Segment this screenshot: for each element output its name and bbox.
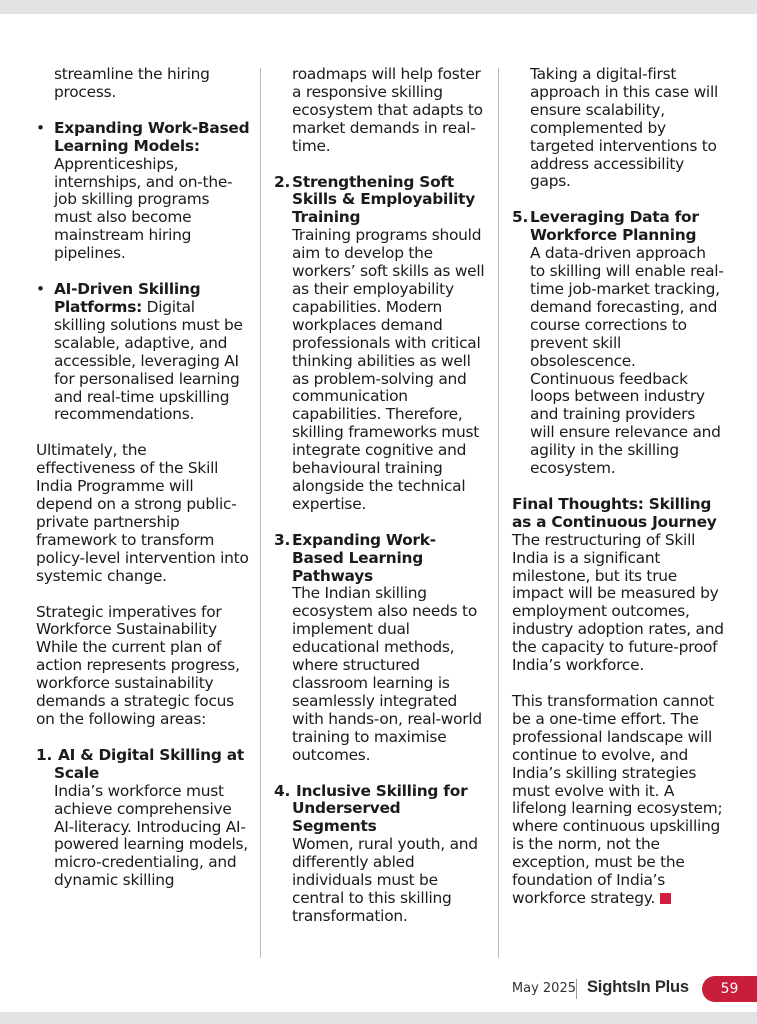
publication-name: SightsIn Plus	[587, 978, 689, 996]
bullet-item	[36, 120, 250, 263]
paragraph-strategic: Strategic imperatives for Workforce Sustainability While the current plan of action represents progress, workforce sustainability demands a strategic focus on the following areas:	[36, 602, 240, 728]
item-number: 5.	[512, 208, 529, 227]
bullet-heading: AI-Driven Skilling Platforms:	[54, 280, 201, 316]
item-text: The Indian skilling ecosystem also needs to implement dual educational methods, where structured classroom learning is seamlessly integrated with hands-on, real-world training to maximise outcomes.	[292, 584, 482, 764]
item-text: Women, rural youth, and differently abled individuals must be central to this skilling transformation.	[292, 835, 478, 925]
item-heading: Inclusive Skilling for Underserved Segments	[292, 781, 468, 836]
item-text: India’s workforce must achieve comprehensive AI-literacy. Introducing AI-powered learning models, micro-credentialing, and dynamic skilling	[54, 781, 248, 890]
item-number: 1.	[36, 745, 53, 764]
column-divider-2	[498, 68, 499, 958]
top-bar	[0, 0, 757, 14]
item-number: 2.	[274, 172, 291, 191]
paragraph-ultimately: Ultimately, the effectiveness of the Skill India Programme will depend on a strong public-private partnership framework to transform policy-level intervention into systemic change.	[36, 441, 249, 585]
item-heading: Strengthening Soft Skills & Employability Training	[292, 172, 476, 227]
bullet-marker: •	[36, 280, 45, 299]
item-heading: AI & Digital Skilling at Scale	[54, 745, 244, 782]
column-2	[274, 66, 486, 926]
page-number: 59	[702, 976, 757, 1002]
final-paragraph: The restructuring of Skill India is a significant milestone, but its true impact will be measured by employment outcomes, industry adoption rates, and the capacity to future-proof India’s workforce.	[512, 530, 724, 675]
item-heading: Leveraging Data for Workforce Planning	[530, 208, 699, 245]
end-mark-icon	[660, 893, 671, 904]
column-divider-1	[260, 68, 261, 958]
closing-paragraph: This transformation cannot be a one-time effort. The professional landscape will continue to evolve, and India’s skilling strategies must evolve with it. A lifelong learning ecosystem; where continuous upskilling is the norm, not the exception, must be the foundation of India’s workforce strategy.	[512, 692, 723, 907]
bottom-bar	[0, 1012, 757, 1024]
section-heading: Final Thoughts: Skilling as a Continuous Journey	[512, 494, 717, 531]
continued-paragraph: streamline the hiring process.	[54, 65, 210, 101]
column-3	[512, 66, 724, 908]
continued-paragraph: Taking a digital-first approach in this case will ensure scalability, complemented by targeted interventions to address accessibility gaps.	[530, 65, 719, 191]
issue-date: May 2025	[511, 981, 576, 996]
numbered-item	[36, 747, 250, 890]
bullet-heading: Expanding Work-Based Learning Models:	[54, 118, 250, 155]
footer-divider	[576, 979, 577, 999]
numbered-item	[512, 209, 724, 478]
item-text: Training programs should aim to develop the workers’ soft skills as well as their employability capabilities. Modern workplaces demand professionals with critical thinking abilities as well as problem-solving and communication capabilities. Therefore, skilling frameworks must integrate cognitive and behavioural training alongside the technical expertise.	[292, 226, 485, 513]
item-number: 3.	[274, 530, 291, 549]
bullet-text: Apprenticeships, internships, and on-the-job skilling programs must also become mainstream hiring pipelines.	[54, 154, 233, 263]
continued-paragraph: roadmaps will help foster a responsive skilling ecosystem that adapts to market demands in real-time.	[292, 65, 483, 155]
column-1	[36, 66, 250, 890]
item-heading: Expanding Work-Based Learning Pathways	[292, 530, 436, 585]
numbered-item	[274, 174, 486, 514]
item-number: 4.	[274, 781, 291, 800]
item-text: A data-driven approach to skilling will enable real-time job-market tracking, demand forecasting, and course corrections to prevent skill obsolescence. Continuous feedback loops between industry and training providers will ensure relevance and agility in the skilling ecosystem.	[530, 244, 724, 478]
page-footer	[430, 976, 757, 1002]
bullet-item	[36, 281, 250, 424]
bullet-text: Digital skilling solutions must be scalable, adaptive, and accessible, leveraging AI for personalised learning and real-time upskilling recommendations.	[54, 297, 243, 424]
numbered-item	[274, 783, 486, 926]
numbered-item	[274, 532, 486, 765]
bullet-marker: •	[36, 118, 45, 137]
